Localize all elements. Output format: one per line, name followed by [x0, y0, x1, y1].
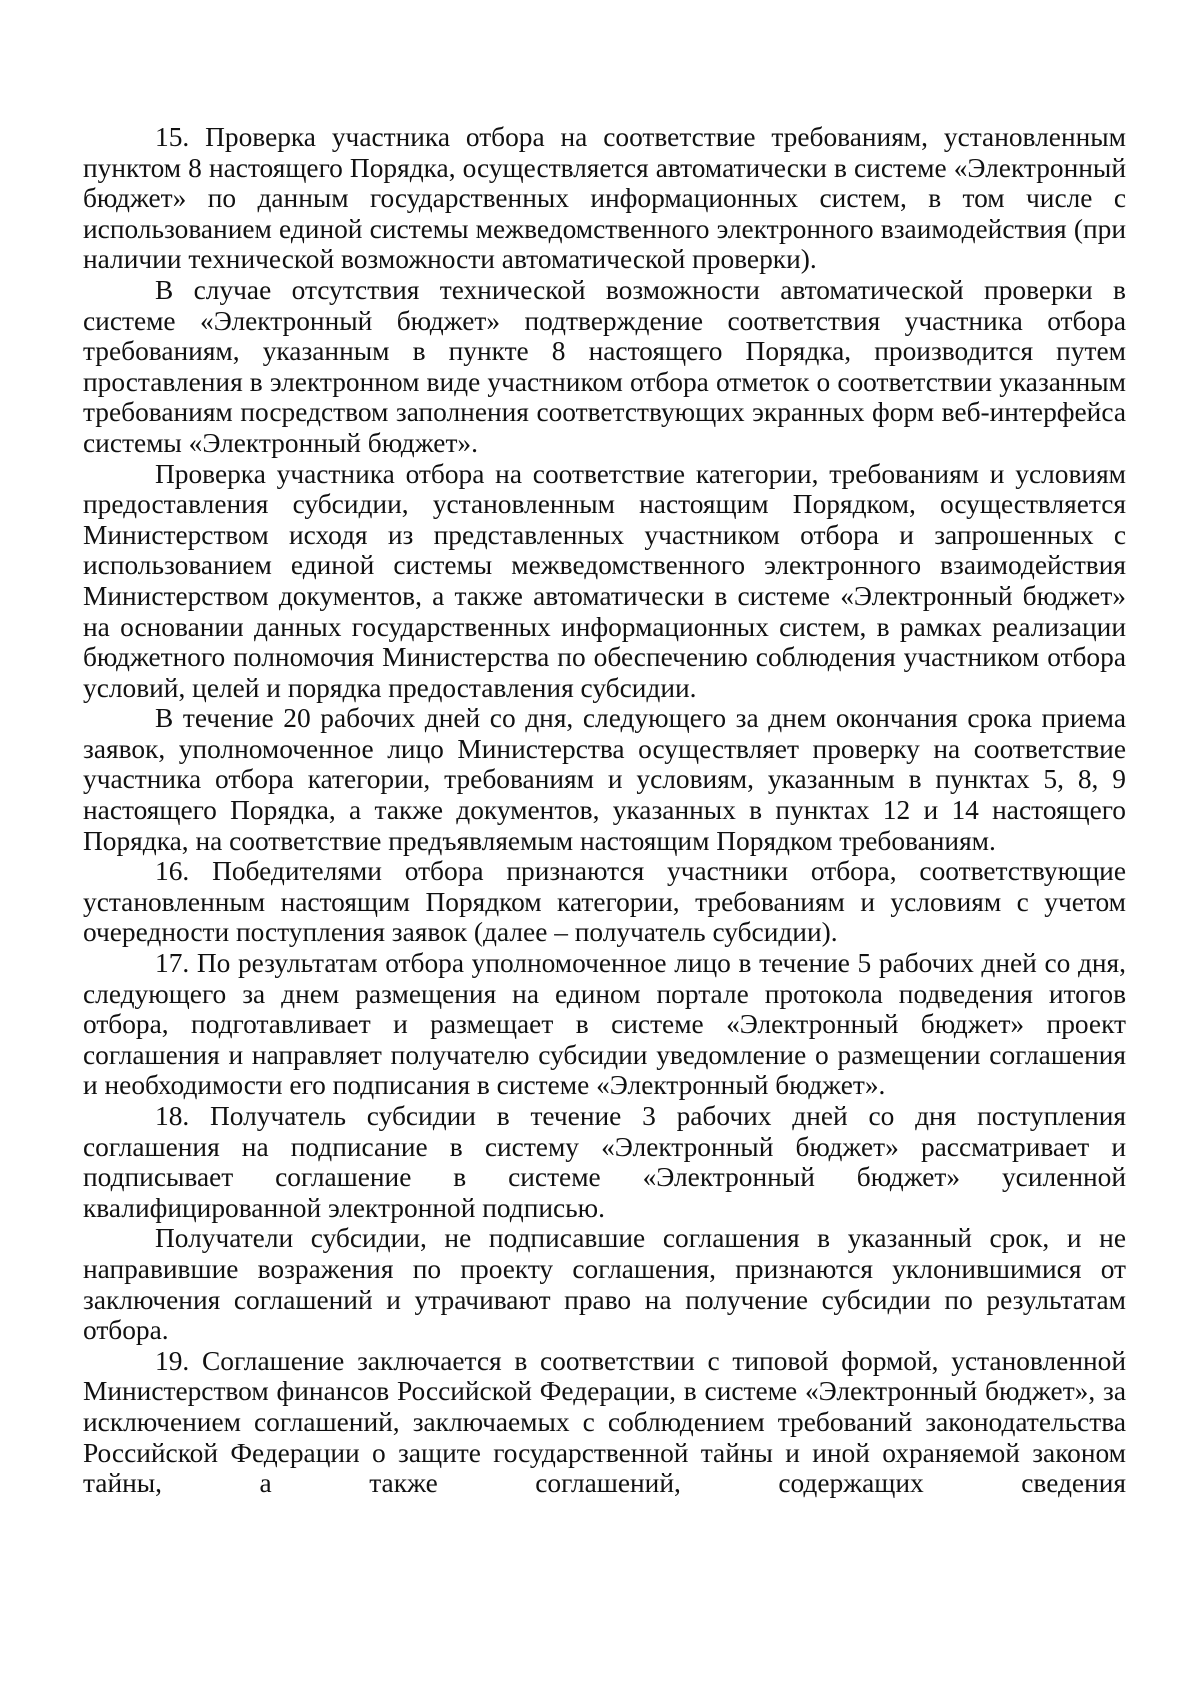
paragraph-no-technical-possibility: В случае отсутствия технической возможности автоматической проверки в системе «Электронный бюджет» подтверждение соответствия участника отбора требованиям, указанным в пункте 8 настоящего Порядка, производится путем проставления в электронном виде участником отбора отметок о соответствии указанным требованиям посредством заполнения соответствующих экранных форм веб-интерфейса системы «Электронный бюджет». — [83, 274, 1126, 458]
paragraph-item-16: 16. Победителями отбора признаются участники отбора, соответствующие установленным настоящим Порядком категории, требованиям и условиям с учетом очередности поступления заявок (далее – получатель субсидии). — [83, 856, 1126, 948]
paragraph-item-18: 18. Получатель субсидии в течение 3 рабочих дней со дня поступления соглашения на подписание в систему «Электронный бюджет» рассматривает и подписывает соглашение в системе «Электронный бюджет» усиленной квалифицированной электронной подписью. — [83, 1101, 1126, 1223]
paragraph-item-17: 17. По результатам отбора уполномоченное лицо в течение 5 рабочих дней со дня, следующего за днем размещения на едином портале протокола подведения итогов отбора, подготавливает и размещает в системе «Электронный бюджет» проект соглашения и направляет получателю субсидии уведомление о размещении соглашения и необходимости его подписания в системе «Электронный бюджет». — [83, 948, 1126, 1101]
paragraph-item-15: 15. Проверка участника отбора на соответствие требованиям, установленным пунктом 8 настоящего Порядка, осуществляется автоматически в системе «Электронный бюджет» по данным государственных информационных систем, в том числе с использованием единой системы межведомственного электронного взаимодействия (при наличии технической возможности автоматической проверки). — [83, 122, 1126, 275]
paragraph-ministry-check: Проверка участника отбора на соответствие категории, требованиям и условиям предоставления субсидии, установленным настоящим Порядком, осуществляется Министерством исходя из представленных участником отбора и запрошенных с использованием единой системы межведомственного электронного взаимодействия Министерством документов, а также автоматически в системе «Электронный бюджет» на основании данных государственных информационных систем, в рамках реализации бюджетного полномочия Министерства по обеспечению соблюдения участником отбора условий, целей и порядка предоставления субсидии. — [83, 458, 1126, 703]
paragraph-unsigned-recipients: Получатели субсидии, не подписавшие соглашения в указанный срок, и не направившие возражения по проекту соглашения, признаются уклонившимися от заключения соглашений и утрачивают право на получение субсидии по результатам отбора. — [83, 1223, 1126, 1346]
paragraph-20-working-days: В течение 20 рабочих дней со дня, следующего за днем окончания срока приема заявок, уполномоченное лицо Министерства осуществляет проверку на соответствие участника отбора категории, требованиям и условиям, указанным в пунктах 5, 8, 9 настоящего Порядка, а также документов, указанных в пунктах 12 и 14 настоящего Порядка, на соответствие предъявляемым настоящим Порядком требованиям. — [83, 703, 1126, 856]
paragraph-item-19: 19. Соглашение заключается в соответствии с типовой формой, установленной Министерством финансов Российской Федерации, в системе «Электронный бюджет», за исключением соглашений, заключаемых с соблюдением требований законодательства Российской Федерации о защите государственной тайны и иной охраняемой законом тайны, а также соглашений, содержащих сведения — [83, 1345, 1126, 1499]
